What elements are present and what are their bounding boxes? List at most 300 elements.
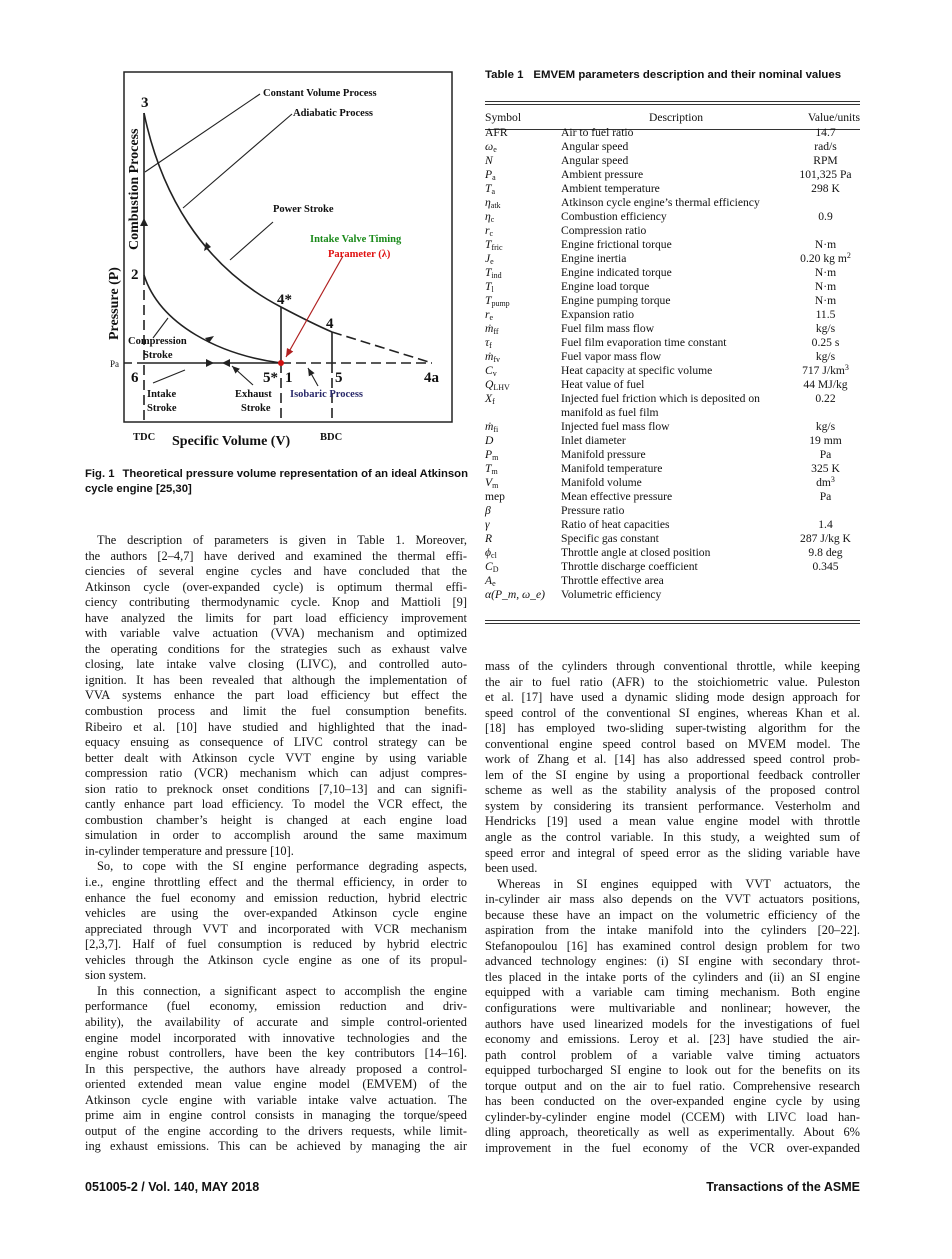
description-cell: Injected fuel friction which is deposited on manifold as fuel film <box>561 392 760 419</box>
symbol-subscript: m <box>492 453 499 462</box>
symbol: X <box>485 392 493 405</box>
table-row <box>485 364 860 378</box>
symbol-cell <box>485 140 561 154</box>
symbol-cell <box>485 238 561 252</box>
table-row <box>485 546 860 560</box>
text-line: speed control of the conventional SI engines, whereas Khan et al. <box>485 705 860 720</box>
symbol-cell <box>485 560 561 574</box>
description-cell: Fuel film mass flow <box>561 322 655 335</box>
description-cell: Inlet diameter <box>561 434 626 447</box>
text-line: with variable valve actuation (VVA) mechanism and optimized <box>85 626 467 641</box>
text-line: ing exhaust emissions. This can be achieved by managing the air <box>85 1139 467 1154</box>
value: kg/s <box>815 420 836 433</box>
symbol-subscript: pump <box>491 299 510 308</box>
point-1-marker <box>278 360 284 366</box>
footer-journal-title: Transactions of the ASME <box>706 1180 860 1194</box>
symbol-cell <box>485 574 561 588</box>
description-cell: Manifold volume <box>561 476 642 489</box>
value: N·m <box>814 294 837 307</box>
table-row <box>485 588 860 602</box>
symbol-subscript: m <box>492 481 499 490</box>
text-line: angle as the control variable. In this study, a weighted sum of <box>485 830 860 845</box>
symbol-cell <box>485 280 561 294</box>
text-line: because these have an impact on the volumetric efficiency of the <box>485 907 860 922</box>
text-line: [18] has employed two-sliding super-twisting algorithm for the <box>485 721 860 736</box>
symbol-subscript: v <box>492 369 497 378</box>
description-cell: Combustion efficiency <box>561 210 667 223</box>
figure-caption <box>85 467 470 497</box>
value-cell <box>791 140 860 154</box>
symbol-subscript: fv <box>493 355 501 364</box>
value-cell <box>791 588 860 602</box>
symbol-subscript: LHV <box>493 383 510 392</box>
symbol-subscript: m <box>491 467 498 476</box>
value-cell <box>791 476 860 490</box>
symbol-cell <box>485 336 561 350</box>
description-cell: Ratio of heat capacities <box>561 518 670 531</box>
text-line: have analyzed the limits for part load efficiency improvement <box>85 610 467 625</box>
description-cell: Engine frictional torque <box>561 238 672 251</box>
table-row <box>485 504 860 518</box>
text-line: Ribeiro et al. [10] have studied and highlighted that the inad- <box>85 719 467 734</box>
symbol-cell <box>485 392 561 420</box>
text-line: Stefanopoulou [16] has examined control design problem for two <box>485 938 860 953</box>
value: 325 K <box>811 462 840 475</box>
value-cell <box>791 462 860 476</box>
table-row <box>485 140 860 154</box>
symbol: AFR <box>485 126 508 139</box>
header-symbol: Symbol <box>485 111 522 124</box>
symbol-cell <box>485 588 561 602</box>
compression-label: Compression <box>128 336 187 347</box>
symbol: T <box>485 266 492 279</box>
text-line: path control problem of a variable valve timing actuators <box>485 1047 860 1062</box>
description-cell: Throttle effective area <box>561 574 664 587</box>
symbol: P <box>485 168 493 181</box>
symbol: r <box>485 224 490 237</box>
table-title-text: EMVEM parameters description and their nominal values <box>533 69 842 81</box>
text-line: equipped with a variable cam timing mechanism. Both engine <box>485 985 860 1000</box>
intake-label: Intake <box>147 389 177 400</box>
value: Pa <box>819 448 832 461</box>
table-title <box>485 68 860 82</box>
text-line: cylinder-by-cylinder engine model (CCEM) with LIVC load han- <box>485 1109 860 1124</box>
paragraph <box>485 659 860 877</box>
table-row <box>485 168 860 182</box>
symbol-cell <box>485 168 561 182</box>
value: N·m <box>814 280 837 293</box>
symbol-subscript: l <box>491 285 494 294</box>
value: 717 J/km <box>802 364 845 377</box>
description-cell: Injected fuel mass flow <box>561 420 670 433</box>
table-number: Table 1 <box>485 69 524 81</box>
text-line: ignition. It has been revealed that although the implementation of <box>85 672 467 687</box>
symbol: ṁ <box>485 322 494 335</box>
text-line: In this perspective, the authors have already proposed a control- <box>85 1061 467 1076</box>
text-line: compression ratio (VCR) mechanism which can adjust compres- <box>85 766 467 781</box>
text-line: enhance the fuel economy and emission reduction, hybrid electric <box>85 890 467 905</box>
text-line: lem of the SI engine by using a proportional feedback controller <box>485 767 860 782</box>
text-line: mass of the cylinders through conventional throttle, while keeping <box>485 659 860 673</box>
point-3-label: 3 <box>141 95 149 111</box>
text-line: work of Zhang et al. [14] has also addressed speed control prob- <box>485 752 860 767</box>
value-cell <box>791 392 860 420</box>
text-line: ciencies of several engine cycles and have concluded that the <box>85 564 467 579</box>
value-cell <box>791 336 860 350</box>
table-row <box>485 196 860 210</box>
table-row <box>485 322 860 336</box>
isobaric-label: Isobaric Process <box>290 389 364 400</box>
text-line: simulation in order to accomplish around the same maximum <box>85 828 467 843</box>
symbol-cell <box>485 224 561 238</box>
text-line: Whereas in SI engines equipped with VVT actuators, the <box>497 876 860 891</box>
text-line: Atkinson cycle engine with variable intake valve actuation. The <box>85 1092 467 1107</box>
symbol-subscript: c <box>490 215 495 224</box>
symbol-subscript: f <box>489 341 492 350</box>
symbol-cell <box>485 252 561 266</box>
text-line: aspiration from the intake manifold into the cylinders [20–22]. <box>485 923 860 938</box>
value-cell <box>791 504 860 518</box>
value: 11.5 <box>815 308 836 321</box>
text-line: better dealt with Atkinson cycle VVT engine by using variable <box>85 750 467 765</box>
value-cell <box>791 266 860 280</box>
symbol: T <box>485 462 492 475</box>
text-line: in-cylinder air mass also depends on the VVT actuators positions, <box>485 892 860 907</box>
symbol-cell <box>485 532 561 546</box>
text-line: engine robust controllers, have been the key contributors [14–16]. <box>85 1046 467 1061</box>
table-row <box>485 420 860 434</box>
description-cell: Mean effective pressure <box>561 490 673 503</box>
description-cell: Expansion ratio <box>561 308 635 321</box>
table-row <box>485 308 860 322</box>
symbol: C <box>485 560 493 573</box>
text-line: ability), the availability of accurate and simple control-oriented <box>85 1014 467 1029</box>
footer-journal-info: 051005-2 / Vol. 140, MAY 2018 <box>85 1180 260 1194</box>
description-cell: Manifold pressure <box>561 448 646 461</box>
symbol-subscript: fi <box>493 425 499 434</box>
table-row <box>485 280 860 294</box>
symbol-cell <box>485 364 561 378</box>
description-cell: Pressure ratio <box>561 504 625 517</box>
symbol-subscript: ind <box>491 271 502 280</box>
symbol: D <box>485 434 494 447</box>
symbol-cell <box>485 182 561 196</box>
text-line: So, to cope with the SI engine performance degrading aspects, <box>97 859 467 874</box>
value: 298 K <box>811 182 840 195</box>
description-cell: Fuel film evaporation time constant <box>561 336 727 349</box>
symbol-cell <box>485 210 561 224</box>
symbol-subscript: D <box>492 565 499 574</box>
parameters-table <box>485 110 860 602</box>
point-4s-label: 4* <box>277 292 292 308</box>
table-row <box>485 462 860 476</box>
value: 0.25 s <box>811 336 840 349</box>
right-column-text <box>485 659 860 1157</box>
value-cell <box>791 574 860 588</box>
description-cell: Engine pumping torque <box>561 294 671 307</box>
pa-label: Pa <box>110 359 119 369</box>
tdc-label: TDC <box>133 432 156 443</box>
text-line: In this connection, a significant aspect to accomplish the engine <box>97 983 467 998</box>
symbol-subscript: e <box>489 313 494 322</box>
lambda-label: Parameter (λ) <box>328 249 391 260</box>
text-line: dling approach, theoretically as well as experimentally. About 6% <box>485 1125 860 1140</box>
symbol-cell <box>485 322 561 336</box>
description-cell: Volumetric efficiency <box>561 588 662 601</box>
exhaust-label: Exhaust <box>235 389 272 400</box>
description-cell: Atkinson cycle engine’s thermal efficiency <box>561 196 760 209</box>
text-line: the air to fuel ratio (AFR) to the stoichiometric value. Puleston <box>485 674 860 689</box>
point-5-label: 5 <box>335 370 343 386</box>
exhaust-label-2: Stroke <box>241 403 271 414</box>
table-row <box>485 434 860 448</box>
symbol-cell <box>485 420 561 434</box>
symbol-subscript: e <box>490 257 494 266</box>
lambda-arrow <box>286 256 343 357</box>
symbol: r <box>485 308 490 321</box>
value-cell <box>791 238 860 252</box>
value-cell <box>791 518 860 532</box>
table-row <box>485 294 860 308</box>
value: kg/s <box>815 322 836 335</box>
value-superscript: 2 <box>846 251 851 260</box>
text-line: Hendricks [19] used a mean value engine model with throttle <box>485 814 860 829</box>
value-cell <box>791 448 860 462</box>
table-row <box>485 448 860 462</box>
symbol: γ <box>485 518 490 531</box>
table-top-rule-2 <box>485 104 860 105</box>
point-6-label: 6 <box>131 370 139 386</box>
symbol-cell <box>485 518 561 532</box>
description-cell: Fuel vapor mass flow <box>561 350 662 363</box>
value-cell <box>791 182 860 196</box>
table-row <box>485 392 860 420</box>
text-line: equipped turbocharged SI engine to look out for the benefits on its <box>485 1063 860 1078</box>
text-line: engine model incorporated with innovative technologies and the <box>85 1030 467 1045</box>
value: 0.345 <box>812 560 839 573</box>
text-line: Atkinson cycle (over-expanded cycle) is optimum thermal effi- <box>85 579 467 594</box>
symbol-subscript: e <box>492 579 496 588</box>
header-value: Value/units <box>807 111 860 124</box>
value: 9.8 deg <box>808 546 843 559</box>
value-cell <box>791 434 860 448</box>
symbol-subscript: e <box>493 145 497 154</box>
expansion-dashed-curve <box>332 332 432 363</box>
table-row <box>485 490 860 504</box>
text-line: advanced technology engines: (i) SI engine with secondary throt- <box>485 954 860 969</box>
table-top-rule <box>485 101 860 102</box>
paragraph <box>85 984 467 1155</box>
value: 101,325 Pa <box>799 168 852 181</box>
description-cell: Ambient temperature <box>561 182 660 195</box>
table-row <box>485 560 860 574</box>
paragraph <box>485 877 860 1157</box>
text-line: VVA systems enhance the part load efficiency but effect the <box>85 688 467 703</box>
point-4a-label: 4a <box>424 370 439 386</box>
text-line: sion system. <box>85 968 147 983</box>
value-cell <box>791 560 860 574</box>
table-bottom-rule-2 <box>485 623 860 624</box>
description-cell: Ambient pressure <box>561 168 644 181</box>
text-line: closing, late intake valve closing (LIVC), and controlled auto- <box>85 657 467 672</box>
value: 0.22 <box>815 392 836 405</box>
symbol-cell <box>485 490 561 504</box>
symbol-cell <box>485 126 561 140</box>
value-cell <box>791 196 860 210</box>
symbol-subscript: fric <box>491 243 503 252</box>
symbol: T <box>485 280 492 293</box>
table-row <box>485 154 860 168</box>
paragraph <box>85 859 467 983</box>
symbol: η <box>485 196 491 209</box>
paragraph <box>85 533 467 859</box>
table-row <box>485 210 860 224</box>
symbol: mep <box>485 490 505 503</box>
symbol-subscript: a <box>492 173 496 182</box>
value-cell <box>791 294 860 308</box>
value: 287 J/kg K <box>800 532 851 545</box>
intake-label-2: Stroke <box>147 403 177 414</box>
symbol: N <box>485 154 493 167</box>
description-cell: Manifold temperature <box>561 462 663 475</box>
symbol: C <box>485 364 493 377</box>
text-line: combustion chamber’s height is changed at each engine load <box>85 812 467 827</box>
symbol-subscript: atk <box>490 201 501 210</box>
text-line: tles placed in the intake ports of the cylinders and (ii) an SI engine <box>485 969 860 984</box>
value: dm <box>816 476 831 489</box>
description-cell: Engine inertia <box>561 252 627 265</box>
symbol-cell <box>485 476 561 490</box>
header-description: Description <box>648 111 704 124</box>
value: 19 mm <box>809 434 842 447</box>
symbol: R <box>485 532 493 545</box>
symbol-cell <box>485 462 561 476</box>
text-line: combustion process and limit the fuel consumption benefits. <box>85 704 467 719</box>
symbol-cell <box>485 266 561 280</box>
table-row <box>485 126 860 140</box>
compression-label-2: Stroke <box>143 350 173 361</box>
power-stroke-label: Power Stroke <box>273 204 334 215</box>
symbol: J <box>485 252 491 265</box>
adiabatic-label: Adiabatic Process <box>293 108 374 119</box>
table-row <box>485 336 860 350</box>
symbol: Q <box>485 378 494 391</box>
text-line: oriented extended mean value engine model (EMVEM) of the <box>85 1077 467 1092</box>
symbol-cell <box>485 546 561 560</box>
text-line: speed error and integral of speed error as the sliding variable have <box>485 845 860 860</box>
symbol: A <box>485 574 493 587</box>
symbol: β <box>485 504 491 517</box>
text-line: in-cylinder temperature and pressure [10]. <box>85 843 294 858</box>
description-cell: Engine load torque <box>561 280 650 293</box>
value-cell <box>791 364 860 378</box>
text-line: conventional engine speed control based on MVEM model. The <box>485 736 860 751</box>
text-line: torque output and on the air to fuel ratio. Comprehensive research <box>485 1078 860 1093</box>
caption-number: Fig. 1 <box>85 468 115 480</box>
text-line: performance (fuel economy, emission reduction and driv- <box>85 999 467 1014</box>
value-cell <box>791 224 860 238</box>
point-4-label: 4 <box>326 316 334 332</box>
table-row <box>485 476 860 490</box>
table-row <box>485 182 860 196</box>
bdc-label: BDC <box>320 432 343 443</box>
description-cell: Angular speed <box>561 154 629 167</box>
text-line: vehicles through the Atkinson cycle engine as one of its propul- <box>85 952 467 967</box>
symbol: ṁ <box>485 420 494 433</box>
text-line: prime aim in engine control consists in managing the torque/speed <box>85 1108 467 1123</box>
symbol: α(P_m, ω_e) <box>485 588 545 601</box>
symbol: T <box>485 294 492 307</box>
value-cell <box>791 420 860 434</box>
table-row <box>485 350 860 364</box>
text-line: appreciated through VVT and incorporated with VCR mechanism <box>85 921 467 936</box>
value: Pa <box>819 490 832 503</box>
symbol: T <box>485 182 492 195</box>
point-5s-label: 5* <box>263 370 278 386</box>
symbol-cell <box>485 350 561 364</box>
text-line: the authors [2–4,7] have derived and examined the thermal effi- <box>85 548 467 563</box>
text-line: economy and emissions. Leroy et al. [23] have studied the air- <box>485 1032 860 1047</box>
value: N·m <box>814 266 837 279</box>
text-line: the operating conditions for the strategies such as exhaust valve <box>85 641 467 656</box>
power-stroke-curve <box>144 113 332 332</box>
symbol-cell <box>485 378 561 392</box>
table-row <box>485 252 860 266</box>
symbol-cell <box>485 504 561 518</box>
symbol-subscript: c <box>489 229 494 238</box>
value: 44 MJ/kg <box>803 378 848 391</box>
combustion-process-label: Combustion Process <box>127 128 142 250</box>
symbol-cell <box>485 294 561 308</box>
y-axis-label: Pressure (P) <box>107 267 122 340</box>
text-line: The description of parameters is given in Table 1. Moreover, <box>97 533 467 547</box>
point-1-label: 1 <box>285 370 293 386</box>
description-cell: Compression ratio <box>561 224 647 237</box>
text-line: authors have used linearized models for the investigations of fuel <box>485 1016 860 1031</box>
table-row <box>485 266 860 280</box>
symbol: P <box>485 448 493 461</box>
table-row <box>485 532 860 546</box>
value-cell <box>791 280 860 294</box>
ivt-label: Intake Valve Timing <box>310 234 402 245</box>
value: 1.4 <box>818 518 833 531</box>
symbol-cell <box>485 196 561 210</box>
x-axis-label: Specific Volume (V) <box>172 434 291 449</box>
value-superscript: 3 <box>844 363 849 372</box>
value: kg/s <box>815 350 836 363</box>
description-cell: Angular speed <box>561 140 629 153</box>
value-cell <box>791 378 860 392</box>
description-cell: Specific gas constant <box>561 532 659 545</box>
symbol-cell <box>485 448 561 462</box>
text-line: system by considering its transient performance. Vesterholm and <box>485 798 860 813</box>
description-cell: Air to fuel ratio <box>561 126 634 139</box>
symbol: ṁ <box>485 350 494 363</box>
symbol: T <box>485 238 492 251</box>
value-cell <box>791 168 860 182</box>
symbol-subscript: a <box>491 187 496 196</box>
description-cell: Heat value of fuel <box>561 378 645 391</box>
value: 14.7 <box>815 126 836 139</box>
text-line: cantly enhance part load efficiency. To model the VCR effect, the <box>85 797 467 812</box>
value-cell <box>791 490 860 504</box>
text-line: vehicles are using the over-expanded Atkinson cycle engine <box>85 906 467 921</box>
caption-text: Theoretical pressure volume representation of an ideal Atkinson cycle engine [25,30] <box>85 468 468 495</box>
value-cell <box>791 546 860 560</box>
value-superscript: 3 <box>830 475 835 484</box>
symbol: η <box>485 210 491 223</box>
text-line: been used. <box>485 861 538 876</box>
